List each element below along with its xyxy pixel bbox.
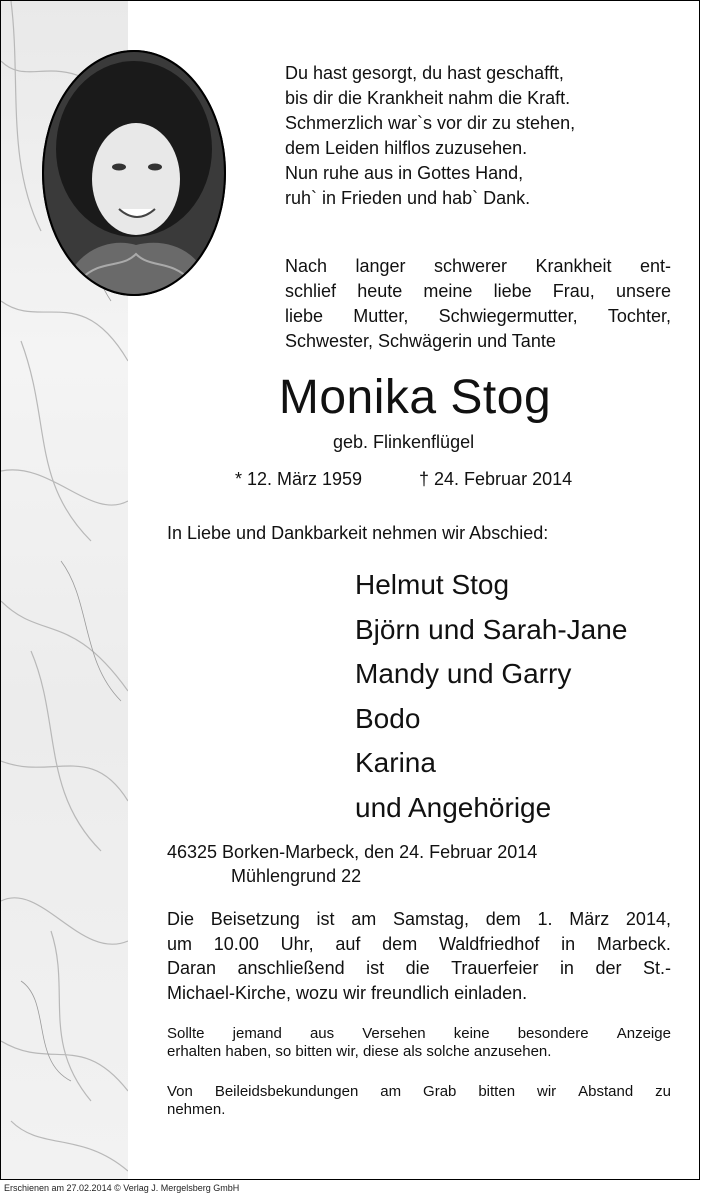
burial-line: um 10.00 Uhr, auf dem Waldfriedhof in Marbeck. [167, 933, 671, 954]
address-street: Mühlengrund 22 [231, 866, 362, 886]
intro-text [285, 254, 671, 354]
publication-footer: Erschienen am 27.02.2014 © Verlag J. Mergelsberg GmbH [4, 1183, 240, 1193]
poem-line: ruh` in Frieden und hab` Dank. [285, 188, 531, 208]
poem [285, 61, 575, 211]
poem-line: Schmerzlich war`s vor dir zu stehen, [285, 113, 576, 133]
condolence-note [167, 1083, 671, 1119]
deceased-name: Monika Stog [278, 371, 552, 424]
burial-line: Daran anschließend ist die Trauerfeier in der St.- [167, 958, 671, 978]
death-date: † 24. Februar 2014 [419, 469, 573, 489]
mourner-name: Helmut Stog [355, 569, 510, 600]
burial-line: Die Beisetzung ist am Samstag, dem 1. März 2014, [167, 909, 671, 929]
intro-line: Nach langer schwerer Krankheit ent- [285, 256, 671, 276]
notice-note [167, 1025, 671, 1061]
intro-line: Schwester, Schwägerin und Tante [285, 331, 556, 351]
poem-line: Du hast gesorgt, du hast geschafft, [285, 63, 564, 83]
address-place-date: 46325 Borken-Marbeck, den 24. Februar 2014 [167, 842, 538, 862]
intro-line: schlief heute meine liebe Frau, unsere [285, 281, 671, 301]
note-line: Sollte jemand aus Versehen keine besondere Anzeige [167, 1025, 671, 1042]
mourners-list [355, 563, 627, 830]
portrait-photo [41, 49, 227, 297]
farewell-line: In Liebe und Dankbarkeit nehmen wir Abschied: [167, 523, 549, 543]
birth-date: * 12. März 1959 [235, 469, 363, 489]
note-line: nehmen. [167, 1101, 226, 1118]
mourner-name: Björn und Sarah-Jane [355, 613, 628, 645]
burial-line: Michael-Kirche, wozu wir freundlich einladen. [167, 982, 528, 1003]
poem-line: Nun ruhe aus in Gottes Hand, [285, 163, 524, 183]
poem-line: bis dir die Krankheit nahm die Kraft. [285, 88, 571, 108]
poem-line: dem Leiden hilflos zuzusehen. [285, 138, 528, 158]
mourner-name: Karina [355, 747, 436, 778]
burial-info [167, 907, 671, 1005]
mourner-name: Bodo [355, 702, 421, 734]
intro-line: liebe Mutter, Schwiegermutter, Tochter, [285, 306, 671, 326]
note-line: Von Beileidsbekundungen am Grab bitten wir Abstand zu [167, 1083, 671, 1100]
mourner-name: und Angehörige [355, 791, 552, 823]
maiden-name: geb. Flinkenflügel [333, 432, 475, 452]
note-line: erhalten haben, so bitten wir, diese als solche anzusehen. [167, 1043, 552, 1060]
mourner-name: Mandy und Garry [355, 658, 572, 689]
